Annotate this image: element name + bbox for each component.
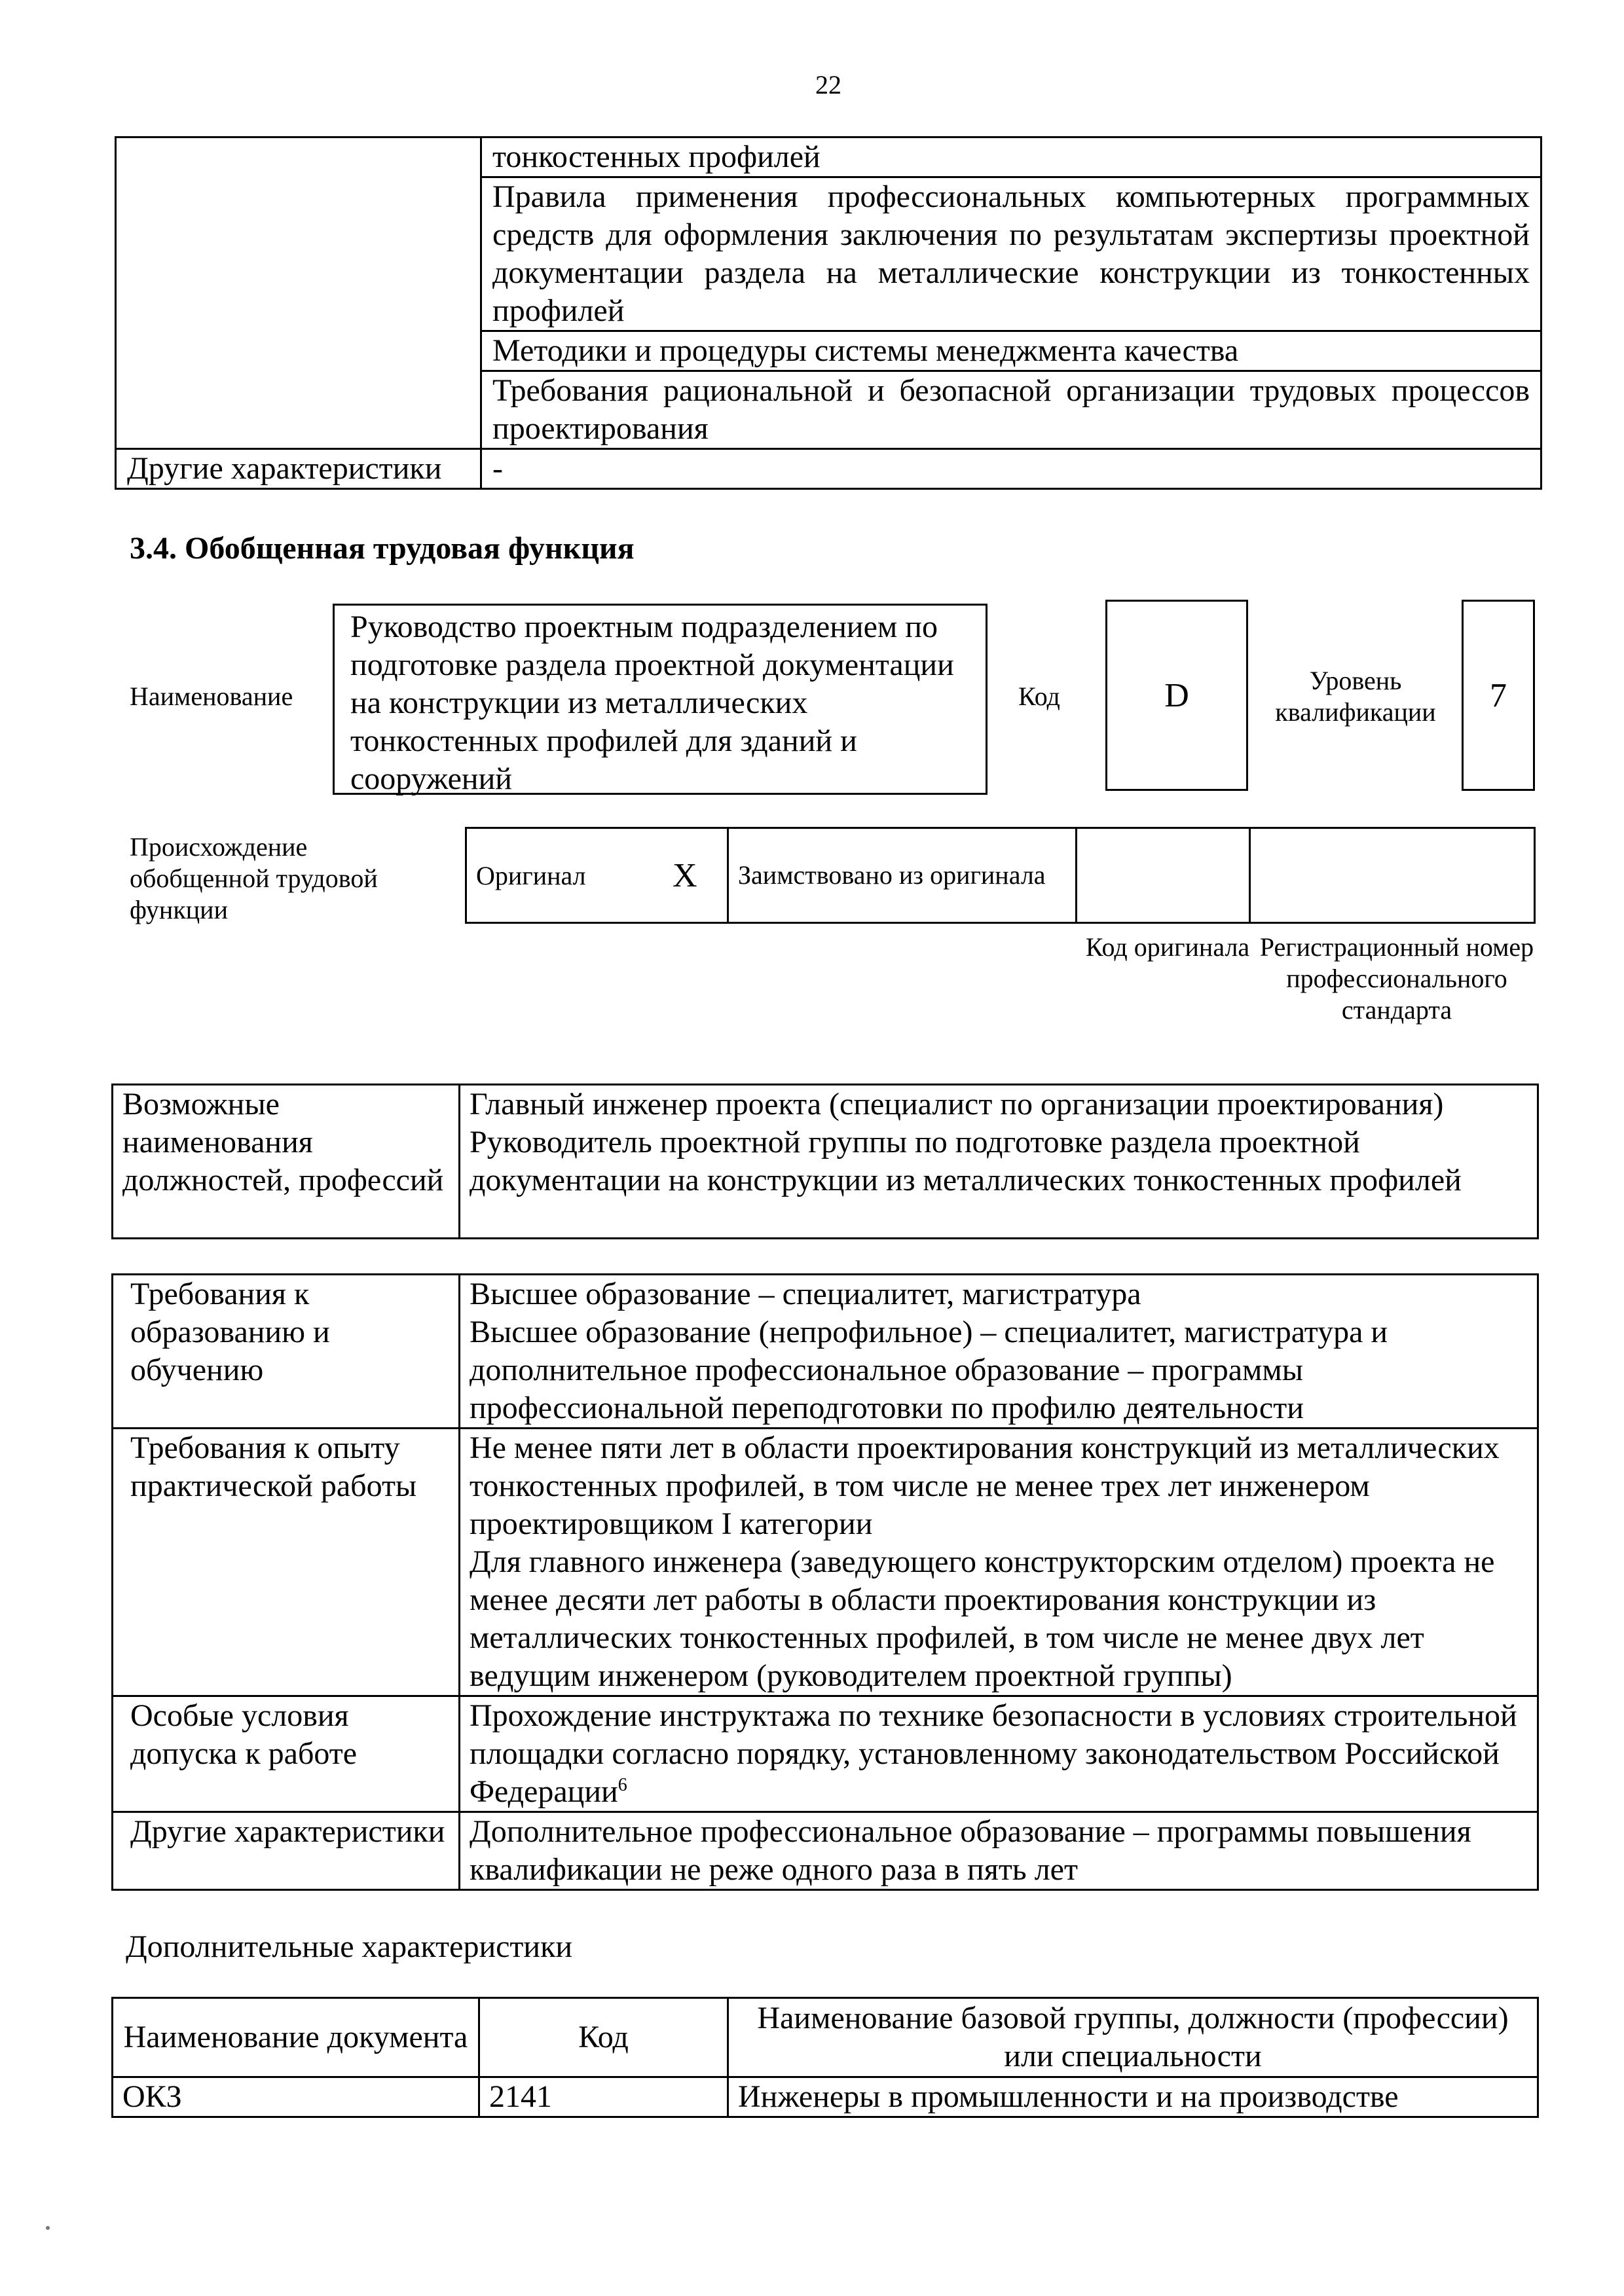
requirement-line: Дополнительное профессиональное образование – программы повышения квалификации не реже одного раза в пять лет bbox=[470, 1814, 1471, 1887]
original-label: Оригинал bbox=[466, 828, 643, 923]
requirement-value bbox=[460, 1812, 1538, 1890]
table-cell: 2141 bbox=[479, 2077, 728, 2117]
registration-number-cell bbox=[1250, 828, 1535, 923]
empty-label-cell bbox=[116, 137, 481, 449]
table-cell: тонкостенных профилей bbox=[481, 137, 1541, 177]
function-level-box: 7 bbox=[1462, 600, 1535, 791]
requirement-label: Требования к опыту практической работы bbox=[113, 1429, 460, 1696]
table-row bbox=[113, 1275, 1538, 1429]
original-code-caption: Код оригинала bbox=[1085, 932, 1250, 962]
origin-table bbox=[465, 827, 1536, 924]
positions-label: Возможные наименования должностей, профессий bbox=[113, 1085, 460, 1239]
registration-number-caption: Регистрационный номер профессионального стандарта bbox=[1259, 932, 1534, 1025]
requirement-line: Высшее образование – специалитет, магистратура bbox=[470, 1277, 1141, 1311]
table-cell: Правила применения профессиональных компьютерных программных средств для оформления заключения по результатам экспертизы проектной документации раздела на металлические конструкции из тонкостенных профилей bbox=[481, 177, 1541, 331]
name-label: Наименование bbox=[130, 682, 293, 711]
position-line: Руководитель проектной группы по подготовке раздела проектной документации на конструкции из металлических тонкостенных профилей bbox=[470, 1125, 1462, 1197]
positions-values bbox=[460, 1085, 1538, 1239]
table-row bbox=[113, 1085, 1538, 1239]
requirement-label: Особые условия допуска к работе bbox=[113, 1696, 460, 1812]
level-label: Уровень квалификации bbox=[1275, 666, 1436, 727]
origin-label: Происхождение обобщенной трудовой функции bbox=[130, 832, 378, 924]
requirement-line: Высшее образование (непрофильное) – специалитет, магистратура и дополнительное профессиональное образование – программы профессиональной переподготовки по профилю деятельности bbox=[470, 1315, 1388, 1425]
table-cell: ОКЗ bbox=[113, 2077, 479, 2117]
position-line: Главный инженер проекта (специалист по организации проектирования) bbox=[470, 1087, 1444, 1121]
table-cell: Инженеры в промышленности и на производстве bbox=[728, 2077, 1538, 2117]
table-header-row bbox=[113, 1998, 1538, 2077]
table-cell: Методики и процедуры системы менеджмента качества bbox=[481, 331, 1541, 371]
table-row bbox=[116, 449, 1541, 489]
requirement-line: Не менее пяти лет в области проектирования конструкций из металлических тонкостенных профилей, в том числе не менее трех лет инженером проектировщиком I категории bbox=[470, 1430, 1500, 1541]
continuation-table bbox=[115, 136, 1542, 490]
page-number: 22 bbox=[815, 70, 841, 100]
table-row bbox=[113, 1429, 1538, 1696]
other-characteristics-label: Другие характеристики bbox=[116, 449, 481, 489]
column-header: Наименование базовой группы, должности (профессии) или специальности bbox=[728, 1998, 1538, 2077]
requirement-value bbox=[460, 1275, 1538, 1429]
requirement-label: Другие характеристики bbox=[113, 1812, 460, 1890]
function-code-box: D bbox=[1105, 600, 1248, 791]
original-code-cell bbox=[1077, 828, 1250, 923]
other-characteristics-value: - bbox=[481, 449, 1541, 489]
scan-speck bbox=[46, 2226, 50, 2230]
requirement-value bbox=[460, 1429, 1538, 1696]
requirement-value bbox=[460, 1696, 1538, 1812]
requirement-label: Требования к образованию и обучению bbox=[113, 1275, 460, 1429]
requirement-line: Прохождение инструктажа по технике безопасности в условиях строительной площадки согласно порядку, установленному законодательством Российской Федерации bbox=[470, 1698, 1517, 1809]
column-header: Наименование документа bbox=[113, 1998, 479, 2077]
table-cell: Требования рациональной и безопасной организации трудовых процессов проектирования bbox=[481, 371, 1541, 449]
table-row bbox=[466, 828, 1535, 923]
borrowed-label: Заимствовано из оригинала bbox=[728, 828, 1077, 923]
original-mark: X bbox=[643, 828, 728, 923]
table-row bbox=[113, 1812, 1538, 1890]
requirement-line: Для главного инженера (заведующего конструкторским отделом) проекта не менее десяти лет работы в области проектирования конструкции из металлических тонкостенных профилей, в том числе не менее двух лет ведущим инженером (руководителем проектной группы) bbox=[470, 1544, 1495, 1693]
column-header: Код bbox=[479, 1998, 728, 2077]
table-row bbox=[116, 137, 1541, 177]
additional-heading: Дополнительные характеристики bbox=[126, 1929, 573, 1964]
table-row bbox=[113, 2077, 1538, 2117]
function-name-box: Руководство проектным подразделением по подготовке раздела проектной документации на конструкции из металлических тонкостенных профилей для зданий и сооружений bbox=[333, 604, 987, 795]
requirements-table bbox=[111, 1273, 1539, 1891]
footnote-marker: 6 bbox=[618, 1775, 627, 1795]
positions-table bbox=[111, 1084, 1539, 1239]
additional-table bbox=[111, 1997, 1539, 2118]
section-heading: 3.4. Обобщенная трудовая функция bbox=[130, 531, 635, 566]
table-row bbox=[113, 1696, 1538, 1812]
code-label: Код bbox=[1018, 682, 1060, 711]
